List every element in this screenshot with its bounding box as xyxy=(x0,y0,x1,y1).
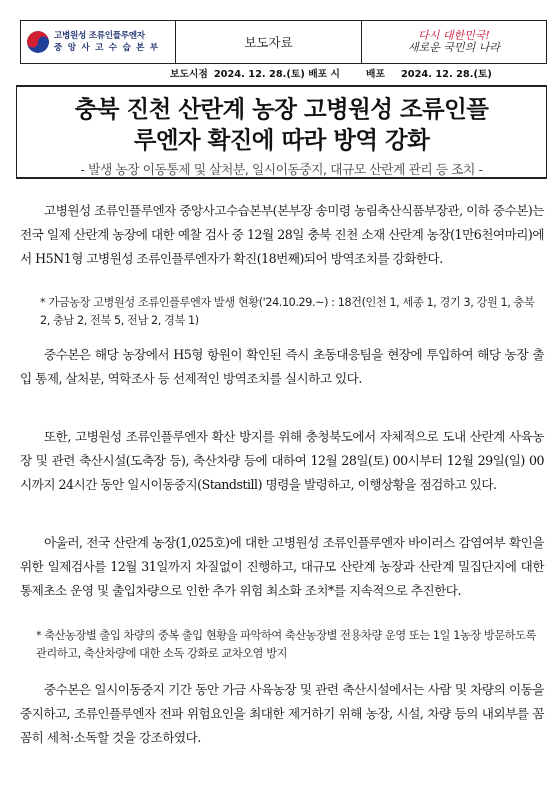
paragraph-3: 또한, 고병원성 조류인플루엔자 확산 방지를 위해 충청북도에서 자체적으로 도내 산란계 사육농장 및 관련 축산시설(도축장 등), 축산차량 등에 대하여 12월 28일(토) 00시부터 12월 29일(일) 00시까지 24시간 동안 일시이동중지(Standstill) 명령을 발령하고, 이행상황을 점검하고 있다. xyxy=(20,429,544,492)
paragraph-5: 중수본은 일시이동중지 기간 동안 가금 사육농장 및 관련 축산시설에서는 사람 및 차량의 이동을 중지하고, 조류인플루엔자 전파 위험요인을 최대한 제거하기 위해 농장, 시설, 차량 등의 내외부를 꼼꼼히 세척·소독할 것을 강조하였다. xyxy=(20,682,544,745)
headline-line-2: 루엔자 확진에 따라 방역 강화 xyxy=(133,126,430,154)
slogan-block xyxy=(362,21,546,63)
doc-type-label: 보도자료 xyxy=(176,21,362,63)
distribution-value: 2024. 12. 28.(토) xyxy=(400,69,492,80)
org-name: 고병원성 조류인플루엔자 xyxy=(54,31,145,41)
footnote-1: * 가금농장 고병원성 조류인플루엔자 발생 현황('24.10.29.~) : 18건(인천 1, 세종 1, 경기 3, 강원 1, 충북 2, 충남 2, 전북 5, 전남 2, 경북 1) xyxy=(40,296,535,327)
paragraph-4: 아울러, 전국 산란계 농장(1,025호)에 대한 고병원성 조류인플루엔자 바이러스 감염여부 확인을 위한 일제검사를 12월 31일까지 차질없이 진행하고, 대규모 산란계 농장과 산란계 밀집단지에 대한 통제초소 운영 및 출입차량으로 인한 추가 위험 최소화 조치*를 지속적으로 추진한다. xyxy=(20,535,544,598)
headline-box xyxy=(16,85,547,179)
headline-line-1: 충북 진천 산란계 농장 고병원성 조류인플 xyxy=(74,95,489,123)
distribution-label: 배포 xyxy=(366,69,385,80)
press-header xyxy=(20,20,547,64)
paragraph-2: 중수본은 해당 농장에서 H5형 항원이 확인된 즉시 초동대응팀을 현장에 투입하여 해당 농장 출입 통제, 살처분, 역학조사 등 선제적인 방역조치를 실시하고 있다. xyxy=(20,347,544,386)
footnote-2: * 축산농장별 출입 차량의 중복 출입 현황을 파악하여 축산농장별 전용차량 운영 또는 1일 1농장 방문하도록 관리하고, 축산차량에 대한 소독 강화로 교차오염 방지 xyxy=(36,629,536,660)
slogan-line-1: 다시 대한민국! xyxy=(418,29,490,42)
taegeuk-emblem-icon xyxy=(27,31,49,53)
headline-subtitle: - 발생 농장 이동통제 및 살처분, 일시이동중지, 대규모 산란계 관리 등 조치 - xyxy=(80,163,483,178)
report-time-value: 2024. 12. 28.(토) 배포 시 xyxy=(213,69,341,80)
paragraph-1: 고병원성 조류인플루엔자 중앙사고수습본부(본부장 송미령 농림축산식품부장관, 이하 중수본)는 전국 일제 산란계 농장에 대한 예찰 검사 중 12월 28일 충북 진천 소재 산란계 농장(1만6천여마리)에서 H5N1형 고병원성 조류인플루엔자가 확진(18번째)되어 방역조치를 강화한다. xyxy=(20,203,544,266)
slogan-line-2: 새로운 국민의 나라 xyxy=(407,41,500,54)
headline xyxy=(17,94,546,156)
report-time-label: 보도시점 xyxy=(170,69,208,80)
org-subname: 중 앙 사 고 수 습 본 부 xyxy=(54,43,160,53)
release-dates xyxy=(170,66,545,80)
org-logo-block xyxy=(21,21,176,63)
